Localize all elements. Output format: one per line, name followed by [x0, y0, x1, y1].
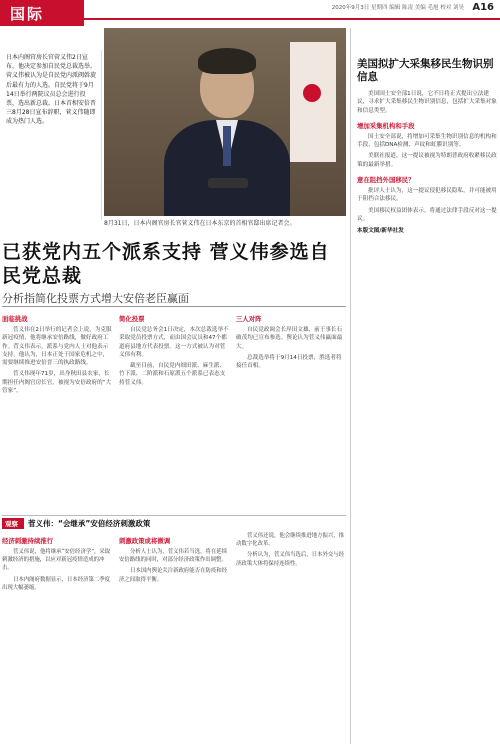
- paragraph: 菅义伟说，他将继承“安倍经济学”，采取刺激经济的措施，以应对新冠疫情造成的冲击。: [2, 549, 111, 572]
- paragraph: 自民党政调会长岸田文雄、前干事长石破茂均已宣布参选。舆论认为菅义伟赢面最大。: [236, 327, 343, 350]
- paragraph: 分析人士认为，菅义伟若当选，将在延续安倍路线的同时，对部分经济政策作出调整。: [119, 549, 228, 564]
- section-tag: 国际: [0, 0, 84, 26]
- header-rule: [84, 18, 500, 20]
- article-column-1: [2, 310, 112, 510]
- flag-sun-circle: [303, 84, 321, 102]
- opinion-title: 菅义伟：“会继承”安倍经济刺激政策: [28, 519, 151, 528]
- masthead: [0, 0, 500, 26]
- microphone: [208, 178, 248, 188]
- opinion-column-2: [119, 532, 229, 744]
- paragraph: 分析认为，菅义伟当选后，日本外交与经济政策大体将保持连续性。: [236, 552, 345, 567]
- lead-summary: 日本内阁官房长官菅义伟2日宣布，他决定参加自民党总裁选举。菅义伟被认为是自民党内派阀斡旋后最有力的人选。自民党将于9月14日举行两院议员总会进行投票，选出新总裁。日本首相安倍晋三8月28日宣布辞职，菅义伟随即成为热门人选。: [2, 50, 102, 220]
- column-subhead: 简化投票: [119, 315, 145, 323]
- paragraph: 总裁选举将于9月14日投票，胜选者将接任首相。: [236, 354, 342, 370]
- byline: 本版文图/新华社发: [357, 228, 404, 235]
- opinion-body: [2, 532, 346, 744]
- flag-backdrop: [290, 42, 336, 162]
- speaker-tie: [223, 126, 231, 166]
- paragraph: 自民党总务会1日决定，本次总裁选举不采取党员投票方式，而由国会议员和47个都道府县地方代表投票。这一方式被认为对菅义伟有利。: [119, 327, 229, 358]
- paragraph: 日本国内舆论关注新政府能否在防疫和经济之间取得平衡。: [119, 568, 228, 583]
- paragraph: 菅义伟在2日举行的记者会上说，为克服新冠疫情，他将继承安倍路线，做好政府工作。菅义伟表示，派系与党内人士对他表示支持。他认为，日本正处于国家危机之中，需要继续推进安倍晋三的执政路线。: [2, 327, 112, 367]
- article-headline: 已获党内五个派系支持 菅义伟参选自民党总裁: [2, 241, 330, 287]
- news-photo: [104, 28, 346, 216]
- opinion-column-1: [2, 532, 112, 744]
- paragraph: 日本内阁府数据显示，日本经济第二季度出现大幅萎缩。: [2, 576, 111, 591]
- paragraph: 批评人士认为，这一提议侵犯移民隐私，并可能被用于阻挡合法移民。: [357, 188, 497, 203]
- column-subhead: 三人对阵: [236, 315, 262, 323]
- side-subhead: 意在阻挡外国移民？: [357, 176, 415, 185]
- paragraph: 截至目前，自民党内细田派、麻生派、竹下派、二阶派和石原派五个派系已表态支持菅义伟。: [119, 363, 226, 386]
- paragraph: 菅义伟现年71岁，出身秋田县农家，长期担任内阁官房长官，被视为安倍政府的“大管家”。: [2, 371, 112, 395]
- column-subhead: 面临挑战: [2, 315, 28, 323]
- page-number: A16: [472, 2, 494, 13]
- article-column-2: [119, 310, 229, 510]
- paragraph: 美国移民权益团体表示，将通过法律手段反对这一提议。: [357, 207, 497, 222]
- opinion-header: [2, 515, 346, 529]
- headline-divider: [2, 306, 346, 307]
- paragraph: 国土安全部说，将增加可采集生物识别信息的机构和手段，包括DNA检测、声纹和虹膜识别等。: [357, 133, 497, 149]
- opinion-tag: 观察: [2, 518, 24, 529]
- header-info: 2020年9月3日 星期四 编辑 陈凌 美编 毛旭 校对 刘昊: [331, 5, 464, 11]
- article-subheadline: 分析指简化投票方式增大安倍老臣赢面: [2, 292, 189, 305]
- opinion-column-3: [236, 532, 346, 744]
- article-column-3: [236, 310, 346, 510]
- side-article: [350, 28, 498, 744]
- main-article-body: [2, 310, 346, 510]
- column-subhead: 经济刺激持续推行: [2, 537, 54, 545]
- paragraph: 美国国土安全部1日说，它不日将正式提出立法建议，寻求扩大采集移民生物识别信息，包括扩大采集对象和信息类型。: [357, 91, 497, 114]
- photo-caption: 8月31日，日本内阁官房长官菅义伟在日本东京的首相官邸出席记者会。: [104, 220, 296, 227]
- side-subhead: 增加采集机构和手段: [357, 121, 415, 130]
- paragraph: 美联社报道，这一提议被视为特朗普政府收紧移民政策的最新举措。: [357, 153, 497, 168]
- side-article-title: 美国拟扩大采集移民生物识别信息: [357, 58, 494, 83]
- speaker-hair: [198, 48, 256, 74]
- column-subhead: 刺激政策或将微调: [119, 537, 171, 545]
- paragraph: 菅义伟还说，他会继续推进地方振兴，推动数字化改革。: [236, 533, 345, 548]
